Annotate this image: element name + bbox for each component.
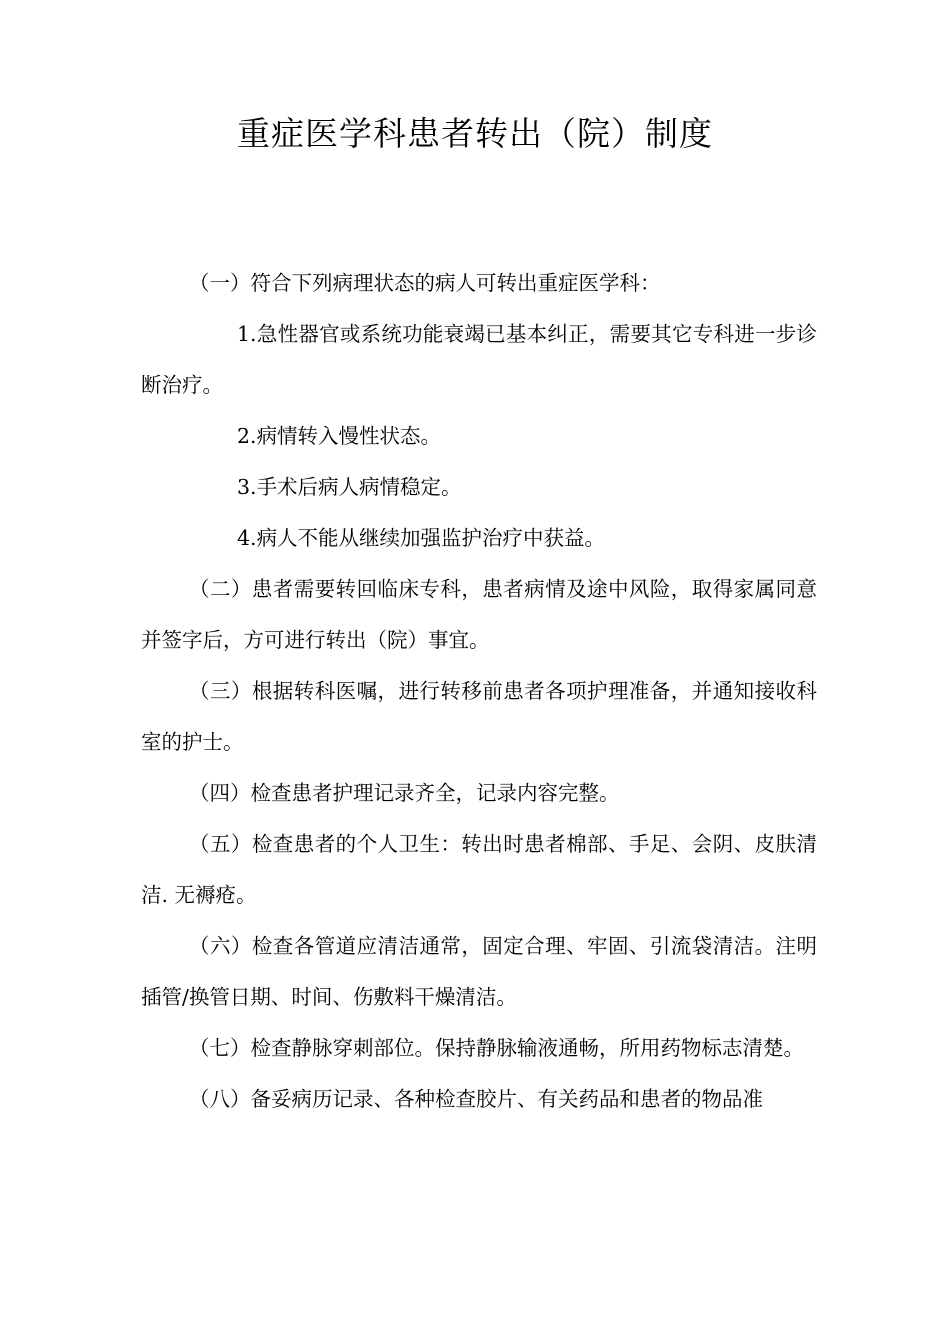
list-item-1: [141, 309, 817, 411]
list-item-4: [141, 513, 817, 564]
list-item-number: 2.: [237, 424, 257, 448]
list-item-text: 手术后病人病情稳定。: [256, 475, 462, 499]
section-paragraph-3: （三）根据转科医嘱，进行转移前患者各项护理准备，并通知接收科室的护士。: [141, 679, 817, 754]
list-item-text: 病人不能从继续加强监护治疗中获益。: [256, 526, 606, 550]
section-paragraph-4: （四）检查患者护理记录齐全，记录内容完整。: [189, 781, 620, 805]
document-title: 重症医学科患者转出（院）制度: [237, 114, 713, 153]
section-paragraph-1: （一）符合下列病理状态的病人可转出重症医学科：: [189, 271, 661, 295]
section-paragraph-6: （六）检查各管道应清洁通常，固定合理、牢固、引流袋清洁。注明插管/换管日期、时间、伤敷料干燥清洁。: [141, 934, 817, 1009]
list-item-2: [141, 411, 817, 462]
section-paragraph-5: （五）检查患者的个人卫生：转出时患者棉部、手足、会阴、皮肤清洁. 无褥疮。: [141, 832, 817, 907]
list-item-text: 急性器官或系统功能衰竭已基本纠正，需要其它专科进一步诊断治疗。: [141, 322, 817, 397]
list-item-number: 1.: [237, 322, 257, 346]
list-item-number: 4.: [237, 526, 257, 550]
list-item-text: 病情转入慢性状态。: [256, 424, 442, 448]
section-paragraph-7: （七）检查静脉穿刺部位。保持静脉输液通畅，所用药物标志清楚。: [189, 1036, 804, 1060]
section-paragraph-2: （二）患者需要转回临床专科，患者病情及途中风险，取得家属同意并签字后，方可进行转出（院）事宜。: [141, 577, 817, 652]
list-item-number: 3.: [237, 475, 257, 499]
list-item-3: [141, 462, 817, 513]
document-body: [141, 258, 817, 1125]
section-paragraph-8: （八）备妥病历记录、各种检查胶片、有关药品和患者的物品准: [189, 1087, 763, 1111]
